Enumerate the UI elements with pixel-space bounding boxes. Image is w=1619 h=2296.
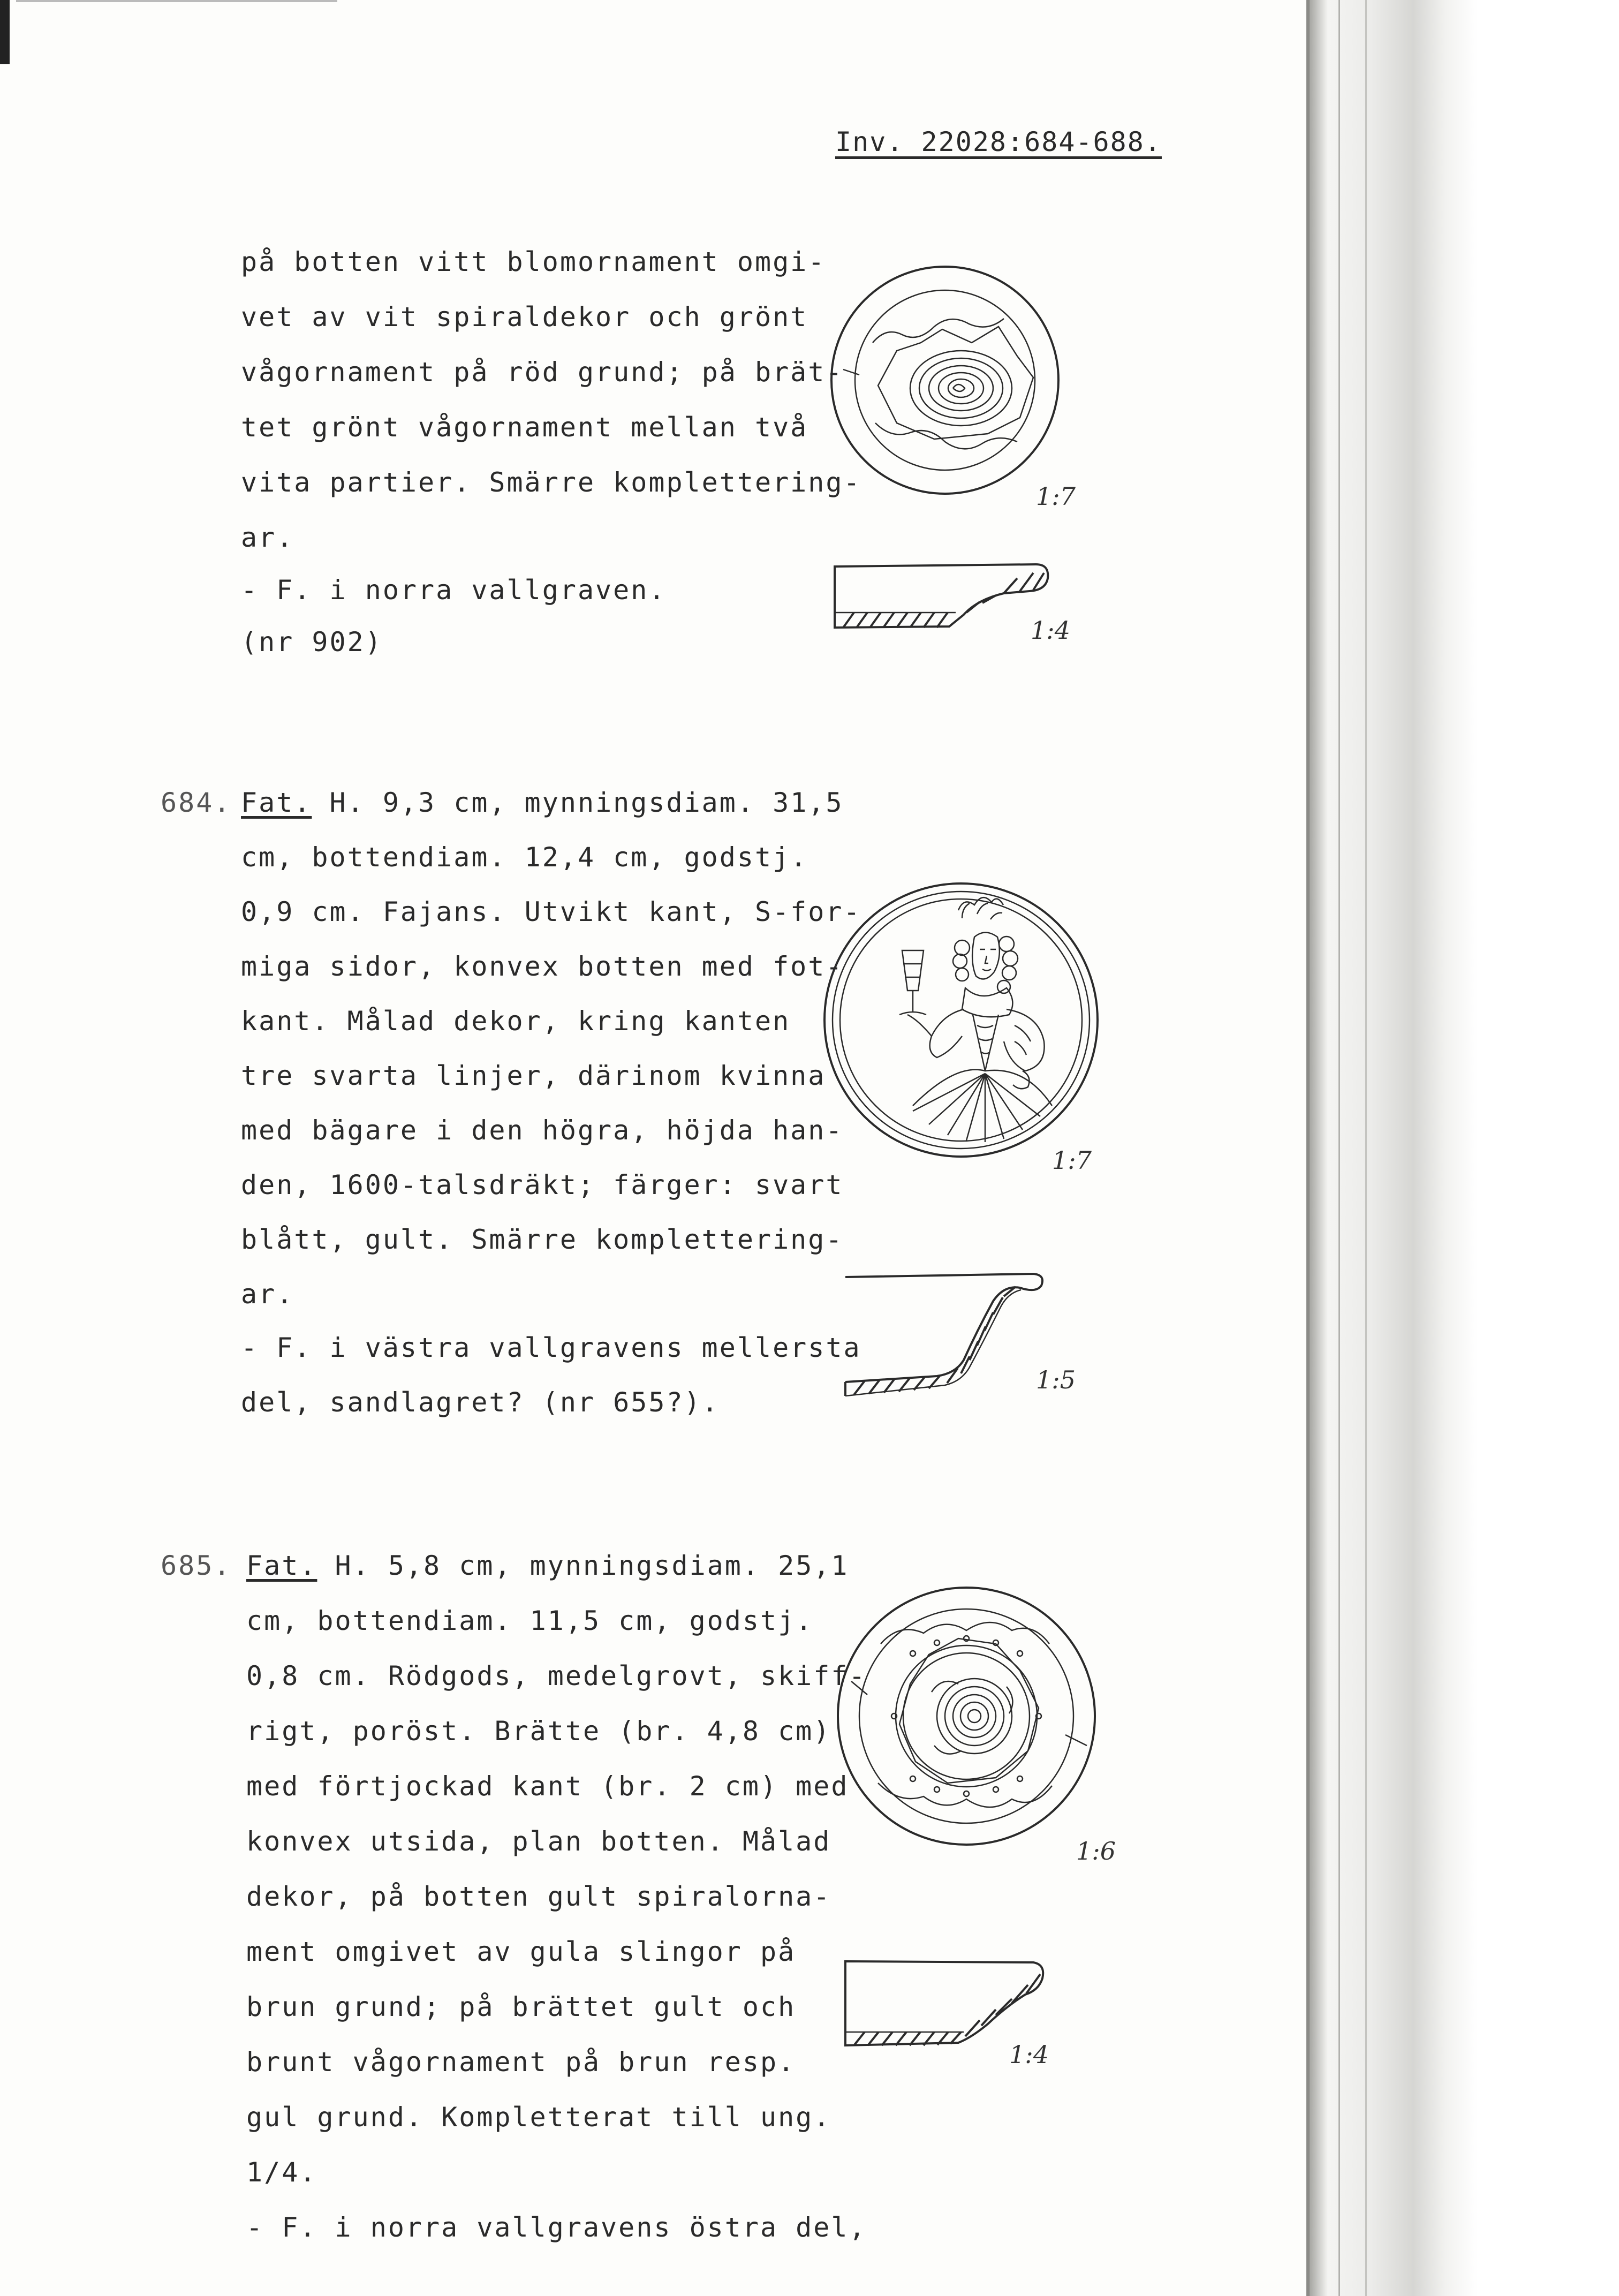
page-edge-line: [1338, 0, 1340, 2296]
page-edge-line: [1306, 0, 1310, 2296]
text-line: konvex utsida, plan botten. Målad: [246, 1826, 831, 1857]
text-line: brunt vågornament på brun resp.: [246, 2046, 796, 2078]
text-line: 0,9 cm. Fajans. Utvikt kant, S-for-: [241, 896, 861, 927]
scale-label: 1:7: [1036, 482, 1076, 511]
text-line: den, 1600-talsdräkt; färger: svart: [241, 1169, 844, 1200]
entry-number: 684.: [161, 787, 232, 818]
page-edge-shadow: [1306, 0, 1619, 2296]
entry-first-line-rest: H. 5,8 cm, mynningsdiam. 25,1: [317, 1550, 849, 1581]
entry-title: Fat.: [246, 1550, 317, 1581]
text-line: 1/4.: [246, 2157, 317, 2188]
text-line: vita partier. Smärre komplettering-: [241, 467, 861, 498]
text-line: 0,8 cm. Rödgods, medelgrovt, skiff-: [246, 1660, 867, 1691]
text-line: miga sidor, konvex botten med fot-: [241, 951, 844, 982]
text-line: - F. i norra vallgravens östra del,: [246, 2212, 867, 2243]
entry-first-line-rest: H. 9,3 cm, mynningsdiam. 31,5: [312, 787, 844, 818]
text-line: - F. i norra vallgraven.: [241, 575, 667, 606]
text-line: på botten vitt blomornament omgi-: [241, 246, 826, 277]
text-line: blått, gult. Smärre komplettering-: [241, 1224, 844, 1255]
inventory-header: Inv. 22028:684-688.: [835, 126, 1162, 157]
top-rule: [16, 0, 337, 2]
page-edge-line: [1365, 0, 1367, 2296]
text-line: vet av vit spiraldekor och grönt: [241, 301, 808, 333]
text-line: (nr 902): [241, 626, 383, 658]
text-line: med förtjockad kant (br. 2 cm) med: [246, 1771, 849, 1802]
text-line: - F. i västra vallgravens mellersta: [241, 1332, 861, 1363]
text-line: med bägare i den högra, höjda han-: [241, 1115, 844, 1146]
scale-label: 1:6: [1076, 1837, 1116, 1865]
text-line: dekor, på botten gult spiralorna-: [246, 1881, 831, 1912]
scale-label: 1:7: [1052, 1146, 1092, 1175]
text-line: gul grund. Kompletterat till ung.: [246, 2102, 831, 2133]
text-line: tre svarta linjer, därinom kvinna: [241, 1060, 826, 1091]
text-line: vågornament på röd grund; på brät-: [241, 357, 844, 388]
entry-first-line: [241, 787, 844, 818]
text-line: rigt, poröst. Brätte (br. 4,8 cm): [246, 1716, 831, 1747]
text-line: cm, bottendiam. 12,4 cm, godstj.: [241, 842, 808, 873]
entry-title: Fat.: [241, 787, 312, 818]
profile-drawing-2: [843, 1272, 1047, 1406]
plate-drawing-3: [835, 1585, 1098, 1847]
text-line: cm, bottendiam. 11,5 cm, godstj.: [246, 1605, 814, 1636]
text-line: tet grönt vågornament mellan två: [241, 412, 808, 443]
profile-drawing-1: [833, 557, 1057, 637]
text-line: del, sandlagret? (nr 655?).: [241, 1387, 720, 1418]
plate-drawing-1: [827, 262, 1063, 498]
text-line: kant. Målad dekor, kring kanten: [241, 1006, 791, 1037]
text-line: ment omgivet av gula slingor på: [246, 1936, 796, 1967]
plate-drawing-2: [822, 881, 1100, 1159]
scale-label: 1:4: [1009, 2040, 1049, 2069]
scale-label: 1:5: [1036, 1365, 1076, 1394]
binding-mark: [0, 0, 10, 64]
text-line: ar.: [241, 1279, 294, 1310]
text-line: ar.: [241, 522, 294, 553]
scale-label: 1:4: [1031, 616, 1071, 645]
entry-number: 685.: [161, 1550, 232, 1581]
text-line: brun grund; på brättet gult och: [246, 1991, 796, 2022]
entry-first-line: [246, 1550, 849, 1581]
